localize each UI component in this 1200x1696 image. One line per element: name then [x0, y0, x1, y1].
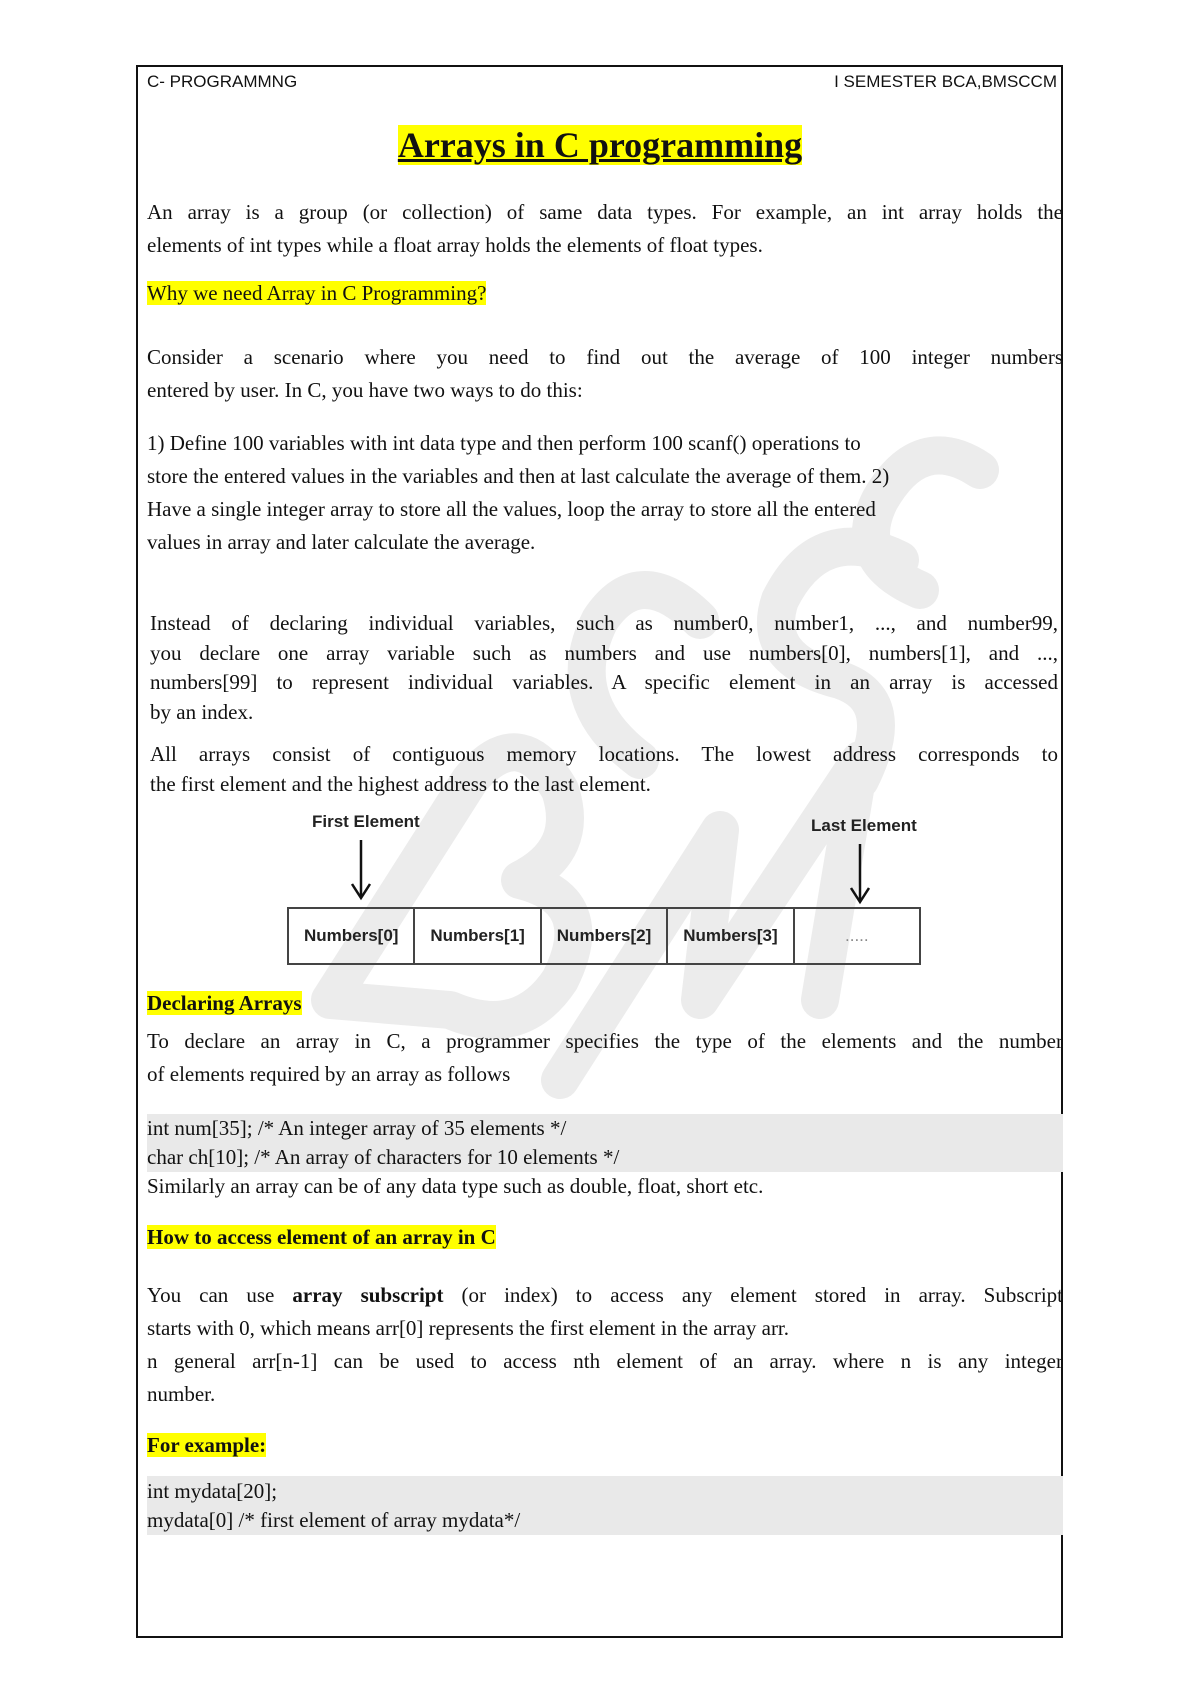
text-line: Consider a scenario where you need to find out the average of 100 integer numbers — [147, 345, 1063, 369]
declaring-heading — [147, 991, 1063, 1016]
text-line: starts with 0, which means arr[0] represents the first element in the array arr. — [147, 1316, 790, 1340]
header-semester: I SEMESTER BCA,BMSCCM — [834, 72, 1057, 91]
array-diagram — [287, 907, 921, 965]
array-cell: ..... — [845, 926, 869, 945]
example-code — [147, 1477, 1063, 1535]
similarly-text: Similarly an array can be of any data type such as double, float, short etc. — [147, 1174, 764, 1198]
why-heading-text: Why we need Array in C Programming? — [147, 281, 487, 305]
down-arrow-icon — [352, 840, 370, 898]
text-line: An array is a group (or collection) of same data types. For example, an int array holds the — [147, 200, 1063, 224]
text-line: values in array and later calculate the average. — [147, 530, 536, 554]
access-paragraph — [147, 1279, 1063, 1411]
access-heading-text: How to access element of an array in C — [147, 1225, 496, 1249]
text-line: numbers[99] to represent individual variables. A specific element in an array is accessed — [150, 670, 1058, 694]
header-course: C- PROGRAMMNG — [147, 72, 298, 91]
array-cell: Numbers[0] — [289, 909, 415, 963]
text-line: store the entered values in the variables and then at last calculate the average of them. 2) — [147, 464, 890, 488]
text-line: To declare an array in C, a programmer specifies the type of the elements and the number — [147, 1029, 1063, 1053]
text-line — [147, 1279, 1063, 1312]
text-line: by an index. — [150, 699, 254, 724]
bold-term: array subscript — [292, 1283, 444, 1307]
text-line: you declare one array variable such as numbers and use numbers[0], numbers[1], and ..., — [150, 640, 1058, 665]
text-line: n general arr[n-1] can be used to access nth element of an array. where n is any integer — [147, 1349, 1063, 1373]
page-title-text: Arrays in C programming — [397, 125, 803, 165]
first-element-label: First Element — [312, 812, 420, 831]
array-cell: Numbers[2] — [542, 909, 668, 963]
declaring-paragraph — [147, 1025, 1063, 1091]
declaration-code — [147, 1114, 1063, 1201]
text-run: You can use — [147, 1283, 293, 1307]
code-line: int mydata[20]; — [147, 1479, 278, 1503]
text-line: All arrays consist of contiguous memory locations. The lowest address corresponds to — [150, 742, 1058, 766]
code-line: char ch[10]; /* An array of characters for 10 elements */ — [147, 1145, 620, 1169]
array-cell: Numbers[1] — [415, 909, 541, 963]
access-heading — [147, 1225, 1063, 1250]
code-line: mydata[0] /* first element of array mydata*/ — [147, 1508, 521, 1532]
text-line: Have a single integer array to store all the values, loop the array to store all the entered — [147, 497, 876, 521]
declaring-heading-text: Declaring Arrays — [147, 991, 302, 1015]
text-line: Instead of declaring individual variables, such as number0, number1, ..., and number99, — [150, 611, 1058, 635]
example-heading-text: For example: — [147, 1433, 267, 1457]
text-line: elements of int types while a float array holds the elements of float types. — [147, 233, 763, 257]
text-line: entered by user. In C, you have two ways to do this: — [147, 378, 583, 402]
last-element-label: Last Element — [811, 816, 917, 835]
code-line: int num[35]; /* An integer array of 35 elements */ — [147, 1116, 567, 1140]
down-arrow-icon — [851, 844, 869, 902]
text-line: number. — [147, 1382, 216, 1406]
text-line: the first element and the highest address to the last element. — [150, 771, 651, 796]
example-heading — [147, 1433, 1063, 1458]
array-cell: Numbers[3] — [668, 909, 794, 963]
text-line: 1) Define 100 variables with int data type and then perform 100 scanf() operations to — [147, 431, 861, 455]
text-line: of elements required by an array as follows — [147, 1062, 511, 1086]
text-run: (or index) to access any element stored in array. Subscript — [443, 1283, 1064, 1307]
